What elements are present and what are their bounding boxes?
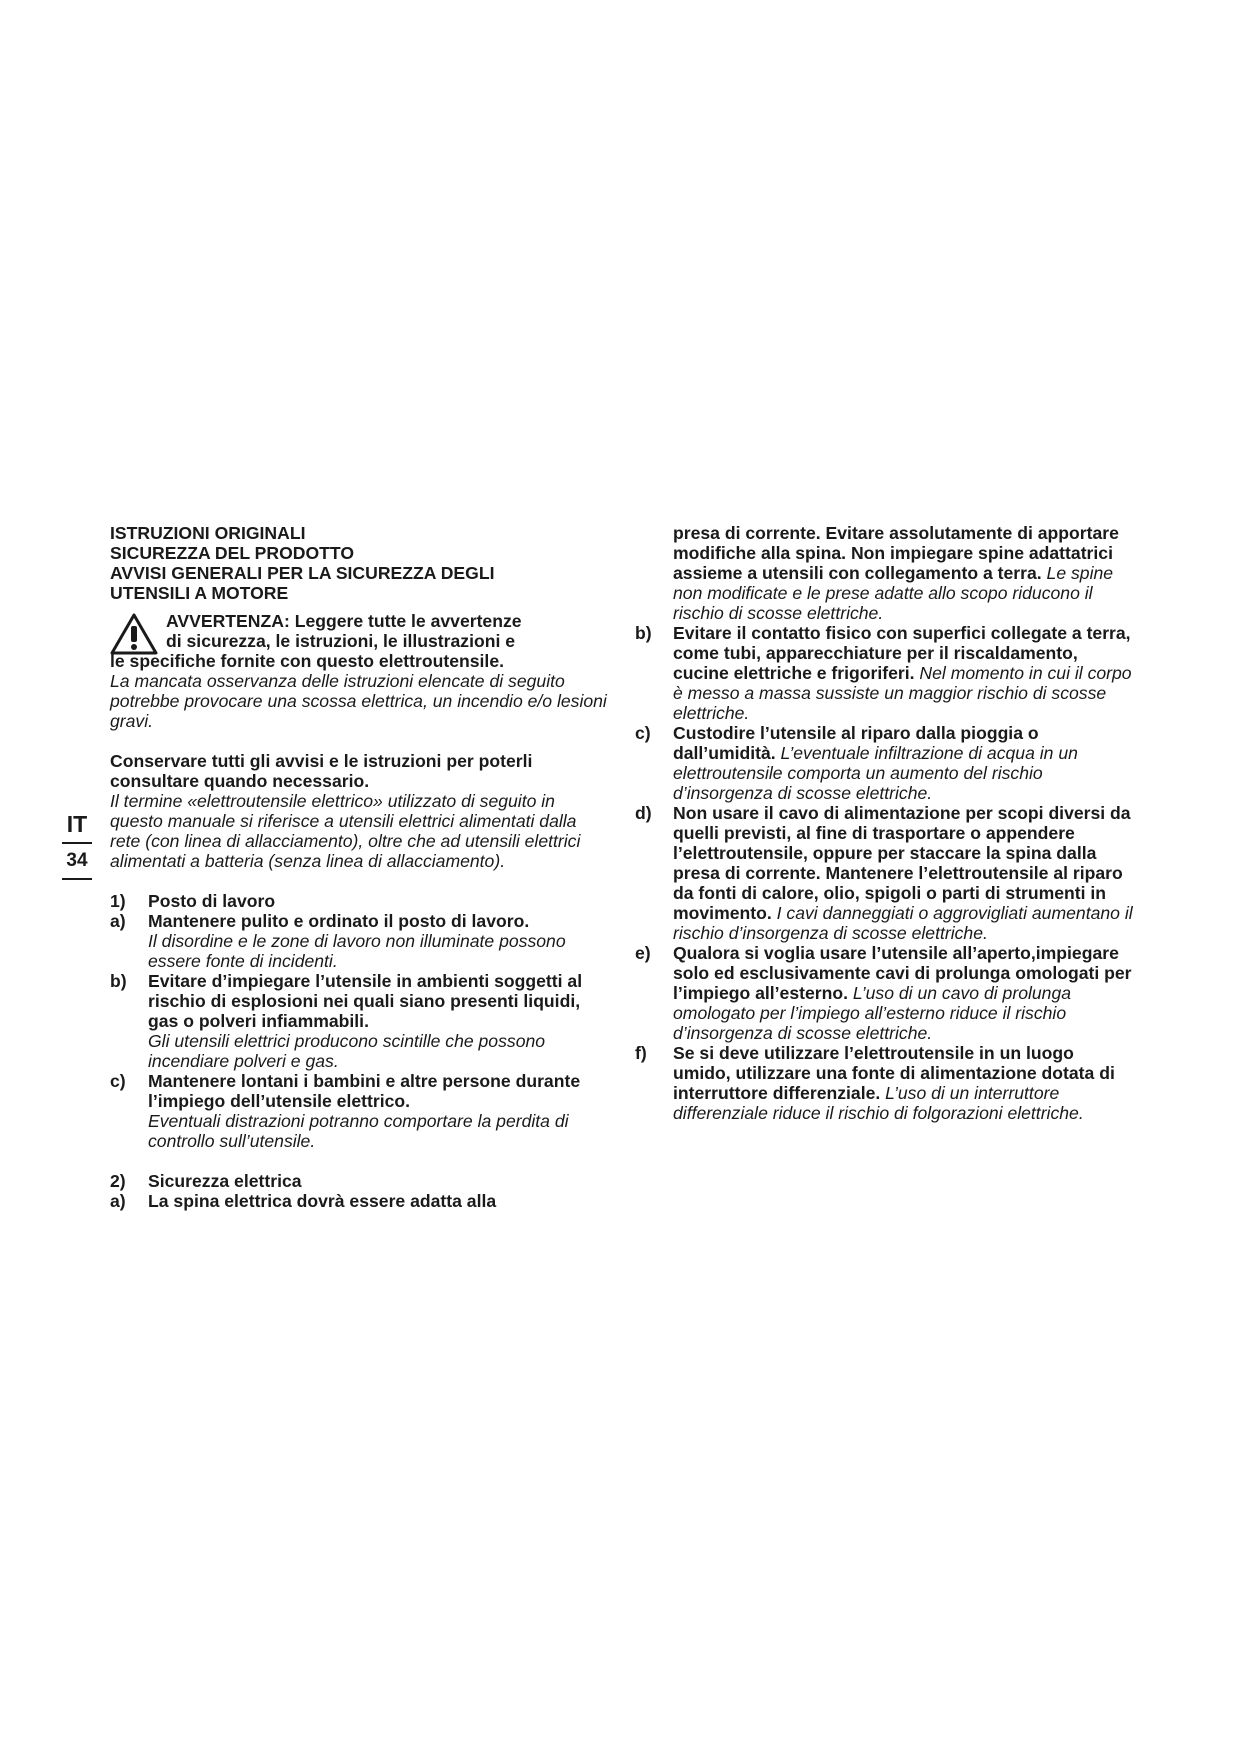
heading: SICUREZZA DEL PRODOTTO (110, 543, 355, 563)
list-item: b) Evitare d’impiegare l’utensile in ambienti soggetti al rischio di esplosioni nei quali siano presenti liquidi, gas o polveri infiammabili. Gli utensili elettrici producono scintille che possono incendiare polveri e gas. (110, 971, 583, 1071)
left-column (110, 523, 610, 1211)
list-item: f) Se si deve utilizzare l’elettroutensile in un luogo umido, utilizzare una fonte di alimentazione dotata di interruttore differenziale. L’uso di un interruttore differenziale riduce il rischio di folgorazioni elettriche. (635, 1043, 1115, 1123)
warning-triangle-icon (110, 613, 158, 655)
headings (110, 523, 610, 603)
heading: AVVISI GENERALI PER LA SICUREZZA DEGLI (110, 563, 495, 583)
term-definition: Il termine «elettroutensile elettrico» utilizzato di seguito in questo manuale si riferisce a utensili elettrici alimentati dalla rete (con linea di allacciamento), oltre che ad utensili elettrici alimentati a batteria (senza linea di allacciamento). (110, 791, 581, 871)
section-1-title: 1) Posto di lavoro (110, 891, 276, 911)
side-tab (60, 812, 94, 886)
list-item: c) Mantenere lontani i bambini e altre persone durante l’impiego dell’utensile elettrico. Eventuali distrazioni potranno comportare la perdita di controllo sull’utensile. (110, 1071, 581, 1151)
list-item-continued: presa di corrente. Evitare assolutamente di apportare modifiche alla spina. Non impiegare spine adattatrici assieme a utensili con collegamento a terra. Le spine non modificate e le prese adatte allo scopo riducono il rischio di scosse elettriche. (673, 523, 1119, 623)
heading: ISTRUZIONI ORIGINALI (110, 523, 306, 543)
list-item: a) La spina elettrica dovrà essere adatta alla (110, 1191, 497, 1211)
keep-instructions: Conservare tutti gli avvisi e le istruzioni per poterli consultare quando necessario. (110, 751, 533, 791)
section-2-title: 2) Sicurezza elettrica (110, 1171, 302, 1191)
divider (62, 842, 92, 844)
list-item: b) Evitare il contatto fisico con superfici collegate a terra, come tubi, apparecchiature per il riscaldamento, cucine elettriche e frigoriferi. Nel momento in cui il corpo è messo a massa sussiste un maggior rischio di scosse elettriche. (635, 623, 1132, 723)
list-item: d) Non usare il cavo di alimentazione per scopi diversi da quelli previsti, al fine di trasportare o appendere l’elettroutensile, oppure per staccare la spina dalla presa di corrente. Mantenere l’elettroutensile al riparo da fonti di calore, olio, spigoli o parti di strumenti in movimento. I cavi danneggiati o aggrovigliati aumentano il rischio d’insorgenza di scosse elettriche. (635, 803, 1133, 943)
language-code: IT (66, 811, 88, 837)
heading: UTENSILI A MOTORE (110, 583, 289, 603)
warning-line: di sicurezza, le istruzioni, le illustrazioni e (166, 631, 516, 651)
list-item: a) Mantenere pulito e ordinato il posto di lavoro. Il disordine e le zone di lavoro non illuminate possono essere fonte di incidenti. (110, 911, 566, 971)
warning-line: AVVERTENZA: Leggere tutte le avvertenze (166, 611, 522, 631)
right-column (635, 523, 1135, 1123)
divider (62, 878, 92, 880)
page-number: 34 (66, 850, 88, 871)
warning-line: le specifiche fornite con questo elettroutensile. (110, 651, 504, 671)
warning-note: La mancata osservanza delle istruzioni elencate di seguito potrebbe provocare una scossa elettrica, un incendio e/o lesioni gravi. (110, 671, 607, 731)
list-item: e) Qualora si voglia usare l’utensile all’aperto,impiegare solo ed esclusivamente cavi di prolunga omologati per l’impiego all’esterno. L’uso di un cavo di prolunga omologato per l’impiego all’esterno riduce il rischio d’insorgenza di scosse elettriche. (635, 943, 1132, 1043)
warning-block (110, 611, 610, 731)
list-item: c) Custodire l’utensile al riparo dalla pioggia o dall’umidità. L’eventuale infiltrazione di acqua in un elettroutensile comporta un aumento del rischio d’insorgenza di scosse elettriche. (635, 723, 1078, 803)
